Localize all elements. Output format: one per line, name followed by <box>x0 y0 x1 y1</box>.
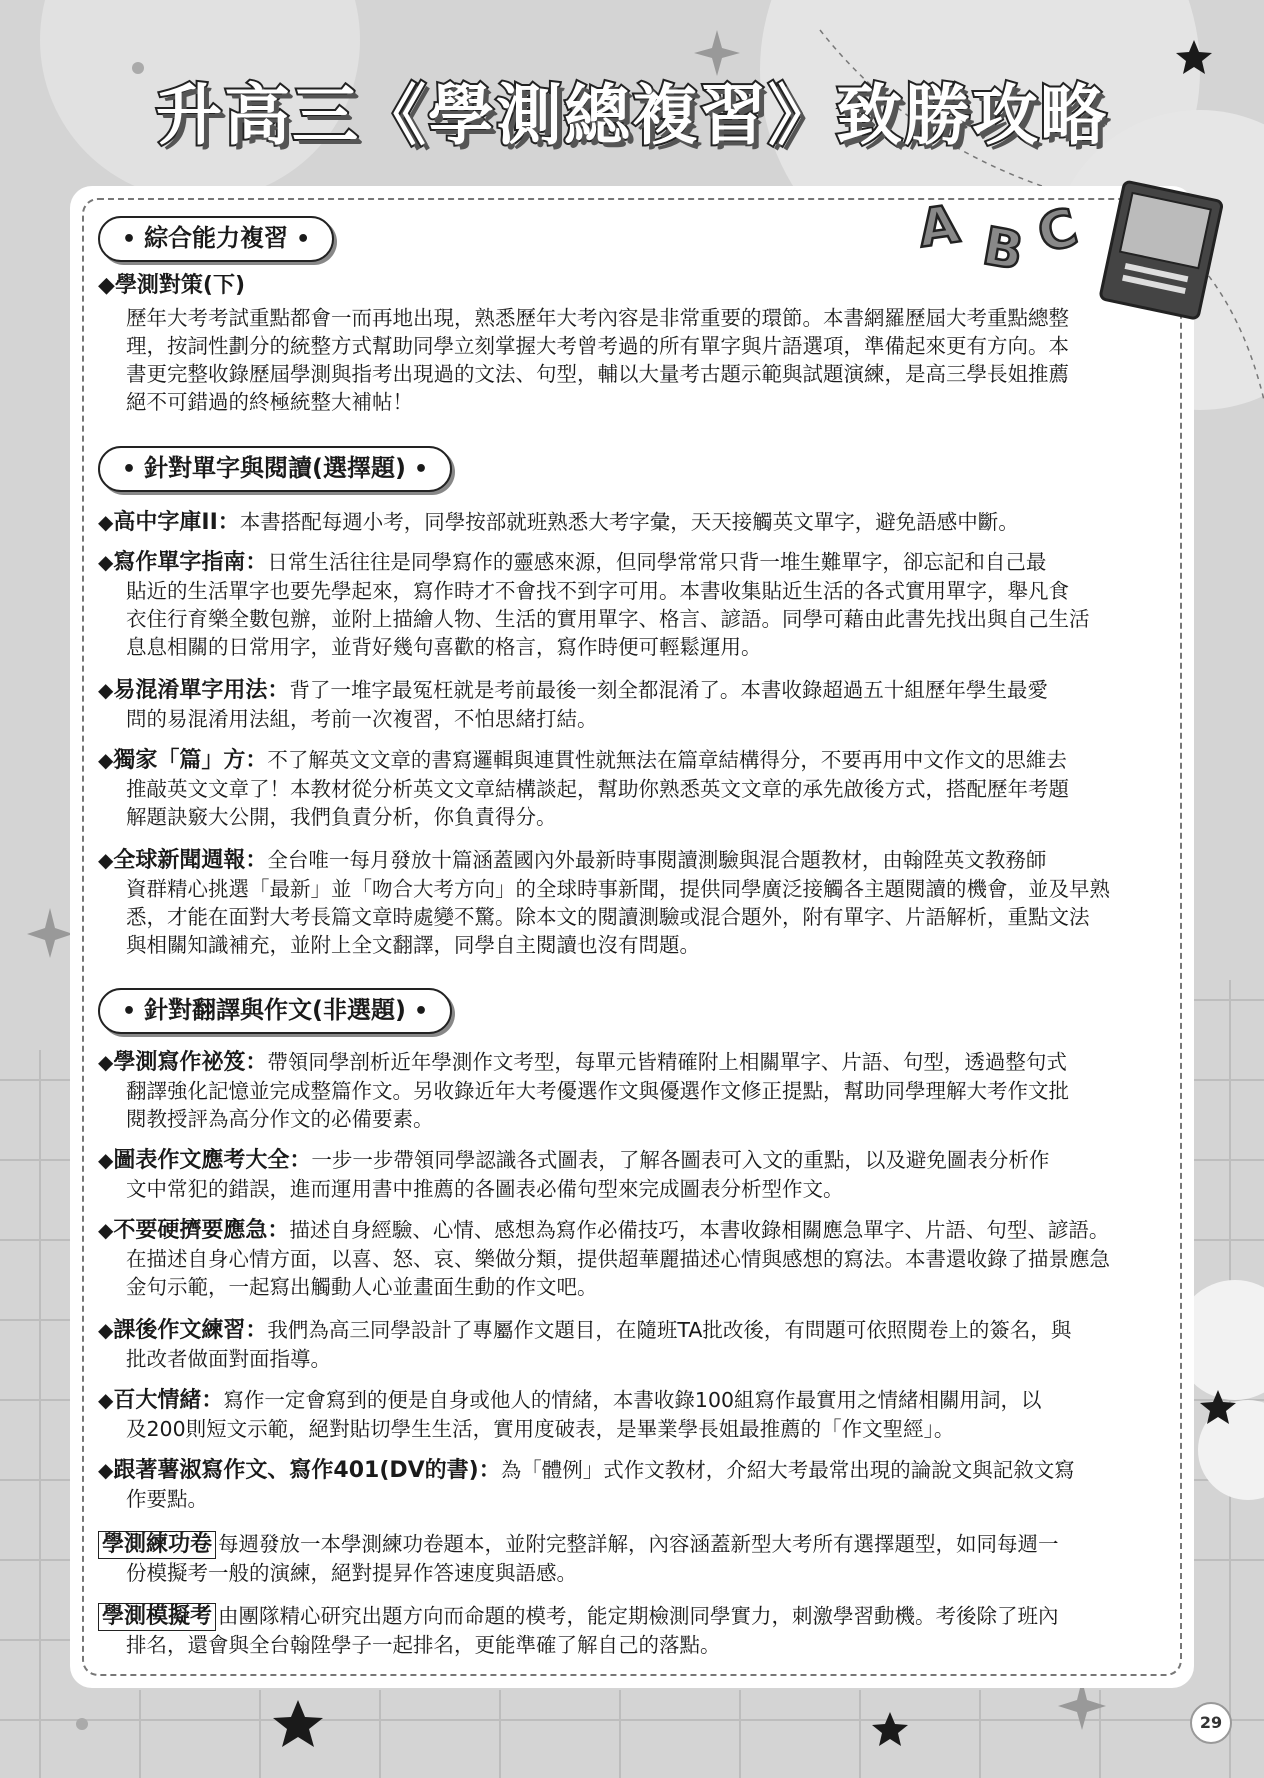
book-icon <box>1100 181 1223 319</box>
section-title: 綜合能力複習 <box>144 224 289 252</box>
text-line: 與相關知識補充，並附上全文翻譯，同學自主閱讀也沒有問題。 <box>126 933 700 957</box>
text-line: 絕不可錯過的終極統整大補帖！ <box>126 390 413 414</box>
diamond-bullet-icon: ◆ <box>98 678 114 702</box>
text-line: 問的易混淆用法組，考前一次複習，不怕思緒打結。 <box>126 707 598 731</box>
item-head: 高中字庫II： <box>113 510 240 535</box>
list-item <box>98 508 1170 537</box>
list-item <box>98 1146 1170 1203</box>
letter-a: A <box>914 194 963 260</box>
boxed-label: 學測模擬考 <box>98 1603 216 1631</box>
diamond-bullet-icon: ◆ <box>98 1318 114 1342</box>
text-line: 解題訣竅大公開，我們負責分析，你負責得分。 <box>126 805 557 829</box>
diamond-bullet-icon: ◆ <box>98 1388 114 1412</box>
list-item <box>98 1048 1170 1133</box>
text-line: 全台唯一每月發放十篇涵蓋國內外最新時事閱讀測驗與混合題教材，由翰陞英文教務師 <box>267 848 1047 872</box>
text-line: 息息相關的日常用字，並背好幾句喜歡的格言，寫作時便可輕鬆運用。 <box>126 635 762 659</box>
text-line: 書更完整收錄歷屆學測與指考出現過的文法、句型，輔以大量考古題示範與試題演練，是高三學長姐推薦 <box>126 362 1069 386</box>
text-line: 我們為高三同學設計了專屬作文題目，在隨班TA批改後，有問題可依照閱卷上的簽名，與 <box>267 1318 1072 1342</box>
list-item <box>98 746 1170 831</box>
section-heading: • 針對單字與閱讀(選擇題) • <box>98 446 452 492</box>
list-item <box>98 1316 1170 1373</box>
item-head: 寫作單字指南： <box>113 550 268 575</box>
page-title: 升高三《學測總複習》致勝攻略 <box>156 77 1108 154</box>
text-line: 資群精心挑選「最新」並「吻合大考方向」的全球時事新聞，提供同學廣泛接觸各主題閱讀的機會，並及早熟 <box>126 877 1110 901</box>
text-line: 及200則短文示範，絕對貼切學生生活，實用度破表，是畢業學長姐最推薦的「作文聖經」。 <box>126 1417 955 1441</box>
text-line: 描述自身經驗、心情、感想為寫作必備技巧，本書收錄相關應急單字、片語、句型、諺語。 <box>289 1218 1110 1242</box>
letter-b: B <box>978 216 1028 283</box>
text-line: 批改者做面對面指導。 <box>126 1347 331 1371</box>
section-title: 針對翻譯與作文(非選題) <box>144 996 406 1024</box>
text-line: 貼近的生活單字也要先學起來，寫作時才不會找不到字可用。本書收集貼近生活的各式實用單字，舉凡食 <box>126 579 1069 603</box>
item-head: 圖表作文應考大全： <box>113 1148 312 1173</box>
item-head: 課後作文練習： <box>113 1318 268 1343</box>
item-head: 易混淆單字用法： <box>113 678 290 703</box>
section-heading: • 針對翻譯與作文(非選題) • <box>98 988 452 1034</box>
text-line: 日常生活往往是同學寫作的靈感來源，但同學常常只背一堆生難單字，卻忘記和自己最 <box>267 550 1047 574</box>
text-line: 為「體例」式作文教材，介紹大考最常出現的論說文與記敘文寫 <box>500 1458 1075 1482</box>
item-head: 不要硬擠要應急： <box>113 1218 290 1243</box>
letter-c: C <box>1031 197 1085 266</box>
item-head: 獨家「篇」方： <box>113 748 268 773</box>
text-line: 由團隊精心研究出題方向而命題的模考，能定期檢測同學實力，刺激學習動機。考後除了班內 <box>218 1604 1059 1628</box>
text-line: 作要點。 <box>126 1487 208 1511</box>
item-head: 百大情緒： <box>113 1388 224 1413</box>
boxed-item <box>98 1530 1170 1587</box>
text-line: 一步一步帶領同學認識各式圖表，了解各圖表可入文的重點，以及避免圖表分析作 <box>311 1148 1050 1172</box>
diamond-bullet-icon: ◆ <box>98 1148 114 1172</box>
item-head: 全球新聞週報： <box>113 848 268 873</box>
text-line: 推敲英文文章了！本教材從分析英文文章結構談起，幫助你熟悉英文文章的承先啟後方式，搭配歷年考題 <box>126 777 1069 801</box>
text-line: 背了一堆字最冤枉就是考前最後一刻全都混淆了。本書收錄超過五十組歷年學生最愛 <box>289 678 1048 702</box>
text-line: 文中常犯的錯誤，進而運用書中推薦的各圖表必備句型來完成圖表分析型作文。 <box>126 1177 844 1201</box>
diamond-bullet-icon: ◆ <box>98 848 114 872</box>
text-line: 翻譯強化記憶並完成整篇作文。另收錄近年大考優選作文與優選作文修正提點，幫助同學理解大考作文批 <box>126 1079 1069 1103</box>
sub-heading: ◆學測對策(下) <box>98 273 246 298</box>
diamond-bullet-icon: ◆ <box>98 1458 114 1482</box>
text-line: 份模擬考一般的演練，絕對提昇作答速度與語感。 <box>126 1561 577 1585</box>
text-line: 歷年大考考試重點都會一而再地出現，熟悉歷年大考內容是非常重要的環節。本書網羅歷屆大考重點總整 <box>126 306 1069 330</box>
list-item <box>98 1386 1170 1443</box>
text-line: 閱教授評為高分作文的必備要素。 <box>126 1107 434 1131</box>
paragraph <box>98 304 1170 416</box>
text-line: 悉，才能在面對大考長篇文章時處變不驚。除本文的閱讀測驗或混合題外，附有單字、片語解析，重點文法 <box>126 905 1090 929</box>
diamond-bullet-icon: ◆ <box>98 748 114 772</box>
diamond-bullet-icon: ◆ <box>98 510 114 534</box>
item-head: 學測寫作祕笈： <box>113 1050 268 1075</box>
section-heading: • 綜合能力複習 • <box>98 216 334 262</box>
list-item <box>98 676 1170 733</box>
diamond-bullet-icon: ◆ <box>98 1050 114 1074</box>
text-line: 寫作一定會寫到的便是自身或他人的情緒，本書收錄100組寫作最實用之情緒相關用詞，以 <box>223 1388 1042 1412</box>
item-head: 跟著薯淑寫作文、寫作401(DV的書)： <box>113 1458 501 1483</box>
page-number: 29 <box>1190 1702 1232 1744</box>
list-item <box>98 846 1170 959</box>
boxed-label: 學測練功卷 <box>98 1531 216 1559</box>
text-line: 帶領同學剖析近年學測作文考型，每單元皆精確附上相關單字、片語、句型，透過整句式 <box>267 1050 1067 1074</box>
boxed-item <box>98 1602 1170 1659</box>
text-line: 每週發放一本學測練功卷題本，並附完整詳解，內容涵蓋新型大考所有選擇題型，如同每週一 <box>218 1532 1059 1556</box>
text-line: 在描述自身心情方面，以喜、怒、哀、樂做分類，提供超華麗描述心情與感想的寫法。本書還收錄了描景應急 <box>126 1247 1110 1271</box>
text-line: 理，按詞性劃分的統整方式幫助同學立刻掌握大考曾考過的所有單字與片語選項，準備起來更有方向。本 <box>126 334 1069 358</box>
text-line: 排名，還會與全台翰陞學子一起排名，更能準確了解自己的落點。 <box>126 1633 721 1657</box>
text-line: 本書搭配每週小考，同學按部就班熟悉大考字彙，天天接觸英文單字，避免語感中斷。 <box>239 510 1019 534</box>
text-line: 金句示範，一起寫出觸動人心並畫面生動的作文吧。 <box>126 1275 598 1299</box>
list-item <box>98 548 1170 661</box>
list-item <box>98 1456 1170 1513</box>
section-title: 針對單字與閱讀(選擇題) <box>144 454 406 482</box>
diamond-bullet-icon: ◆ <box>98 1218 114 1242</box>
text-line: 衣住行育樂全數包辦，並附上描繪人物、生活的實用單字、格言、諺語。同學可藉由此書先找出與自己生活 <box>126 607 1090 631</box>
text-line: 不了解英文文章的書寫邏輯與連貫性就無法在篇章結構得分，不要再用中文作文的思維去 <box>267 748 1067 772</box>
list-item <box>98 1216 1170 1301</box>
diamond-bullet-icon: ◆ <box>98 550 114 574</box>
abc-book-illustration <box>914 194 1220 316</box>
